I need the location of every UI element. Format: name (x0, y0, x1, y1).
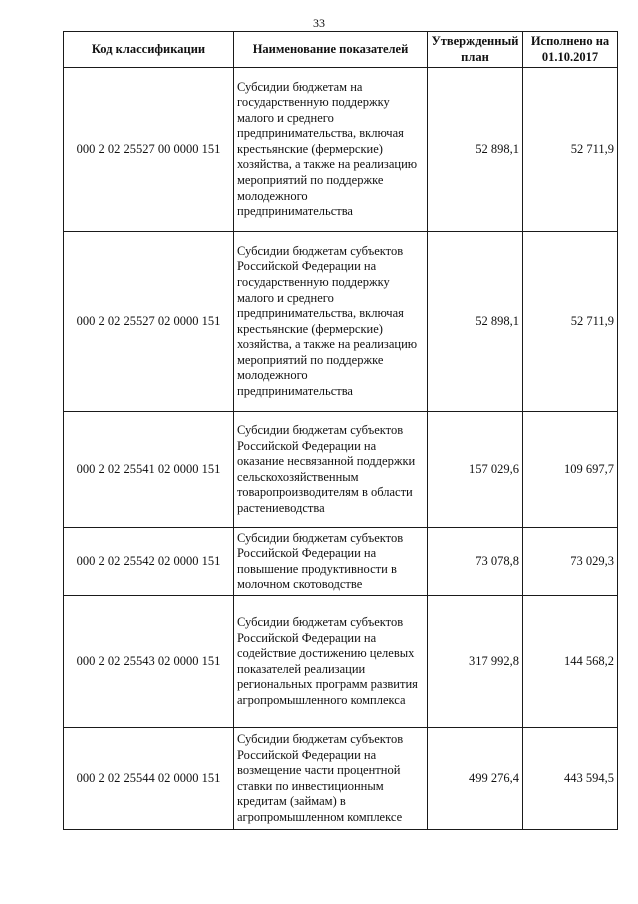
row-name: Субсидии бюджетам субъектов Российской Федерации на оказание несвязанной поддержки сельскохозяйственным товаропроизводителям в области растениеводства (234, 412, 428, 528)
row-plan: 52 898,1 (428, 68, 523, 232)
header-name: Наименование показателей (234, 32, 428, 68)
table-row (64, 596, 618, 728)
row-plan: 157 029,6 (428, 412, 523, 528)
header-plan: Утвержденный план (428, 32, 523, 68)
row-code: 000 2 02 25527 02 0000 151 (64, 232, 234, 412)
row-plan: 499 276,4 (428, 728, 523, 830)
row-executed: 443 594,5 (523, 728, 618, 830)
row-name: Субсидии бюджетам субъектов Российской Федерации на содействие достижению целевых показателей реализации региональных программ развития агропромышленного комплекса (234, 596, 428, 728)
table-row (64, 232, 618, 412)
row-plan: 317 992,8 (428, 596, 523, 728)
table-row (64, 68, 618, 232)
table-row (64, 728, 618, 830)
row-code: 000 2 02 25527 00 0000 151 (64, 68, 234, 232)
row-plan: 73 078,8 (428, 528, 523, 596)
budget-table (63, 31, 618, 830)
row-code: 000 2 02 25544 02 0000 151 (64, 728, 234, 830)
row-executed: 109 697,7 (523, 412, 618, 528)
row-executed: 52 711,9 (523, 68, 618, 232)
row-name: Субсидии бюджетам субъектов Российской Федерации на возмещение части процентной ставки по инвестиционным кредитам (займам) в агропромышленном комплексе (234, 728, 428, 830)
header-executed: Исполнено на 01.10.2017 (523, 32, 618, 68)
row-name: Субсидии бюджетам субъектов Российской Федерации на государственную поддержку малого и среднего предпринимательства, включая крестьянские (фермерские) хозяйства, а также на реализацию мероприятий по поддержке молодежного предпринимательства (234, 232, 428, 412)
row-executed: 73 029,3 (523, 528, 618, 596)
page-number: 33 (313, 16, 325, 30)
row-executed: 144 568,2 (523, 596, 618, 728)
row-name: Субсидии бюджетам субъектов Российской Федерации на повышение продуктивности в молочном скотоводстве (234, 528, 428, 596)
row-executed: 52 711,9 (523, 232, 618, 412)
row-code: 000 2 02 25541 02 0000 151 (64, 412, 234, 528)
row-code: 000 2 02 25543 02 0000 151 (64, 596, 234, 728)
header-code: Код классификации (64, 32, 234, 68)
table-header-row (64, 32, 618, 68)
row-code: 000 2 02 25542 02 0000 151 (64, 528, 234, 596)
table-row (64, 528, 618, 596)
table-row (64, 412, 618, 528)
row-name: Субсидии бюджетам на государственную поддержку малого и среднего предпринимательства, включая крестьянские (фермерские) хозяйства, а также на реализацию мероприятий по поддержке молодежного предпринимательства (234, 68, 428, 232)
row-plan: 52 898,1 (428, 232, 523, 412)
